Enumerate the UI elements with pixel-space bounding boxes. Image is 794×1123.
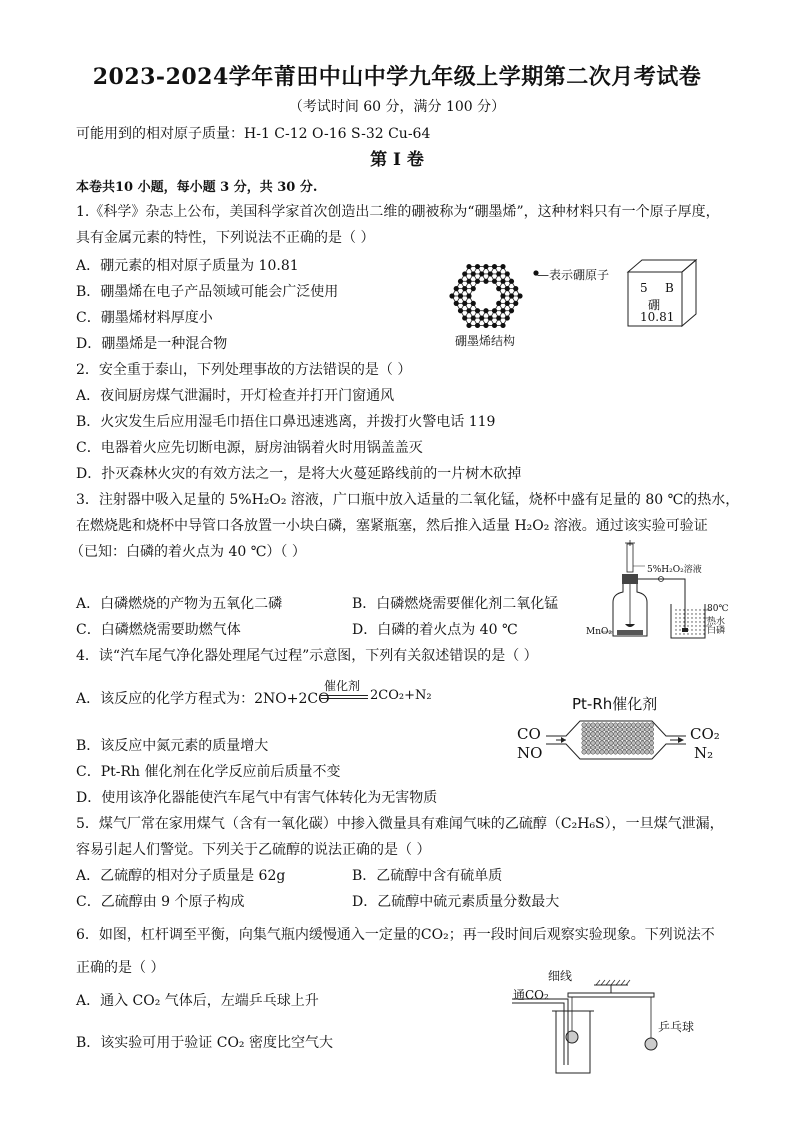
q6-fig-inlet-label: 通CO₂ [513, 988, 549, 1002]
q4-catalyst-label: 催化剂 [324, 679, 361, 693]
q3-option-d: D．白磷的着火点为 40 ℃ [352, 622, 518, 638]
q4-option-a-products: 2CO₂+N₂ [370, 688, 432, 703]
q1-stem-line2: 具有金属元素的特性，下列说法不正确的是（ ） [76, 230, 375, 246]
q3-stem-line1: 3．注射器中吸入足量的 5%H₂O₂ 溶液，广口瓶中放入适量的二氧化锰，烧杯中盛有足量的 80 ℃的热水， [76, 492, 740, 508]
q1-option-c: C．硼墨烯材料厚度小 [76, 310, 213, 326]
q6-fig-thread-label: 细线 [548, 969, 573, 983]
q6-option-b: B．该实验可用于验证 CO₂ 密度比空气大 [76, 1035, 333, 1051]
q6-fig-ball-label: 乒乓球 [658, 1020, 695, 1034]
q3-fig-phosphorus-label: 白磷 [707, 626, 726, 636]
q4-fig-output-n2: N₂ [694, 744, 714, 762]
q5-stem-line2: 容易引起人们警觉。下列关于乙硫醇的说法正确的是（ ） [76, 842, 431, 858]
exam-info: （考试时间 60 分，满分 100 分） [288, 99, 506, 115]
q3-fig-water-label: 热水 [707, 617, 726, 627]
q5-option-c: C．乙硫醇由 9 个原子构成 [76, 894, 245, 910]
atomic-masses: 可能用到的相对原子质量：H-1 C-12 O-16 S-32 Cu-64 [76, 126, 431, 142]
element-name: 硼 [648, 298, 661, 312]
q1-option-b: B．硼墨烯在电子产品领域可能会广泛使用 [76, 284, 339, 300]
q3-option-c: C．白磷燃烧需要助燃气体 [76, 622, 241, 638]
q4-stem: 4．读“汽车尾气净化器处理尾气过程”示意图，下列有关叙述错误的是（ ） [76, 648, 538, 664]
q5-option-b: B．乙硫醇中含有硫单质 [352, 868, 503, 884]
q6-stem-line1: 6．如图，杠杆调至平衡，向集气瓶内缓慢通入一定量的CO₂；再一段时间后观察实验现象。下列说法不 [76, 927, 715, 943]
q2-option-b: B．火灾发生后应用湿毛巾捂住口鼻迅速逃离，并拨打火警电话 119 [76, 414, 496, 430]
q2-option-a: A．夜间厨房煤气泄漏时，开灯检查并打开门窗通风 [76, 388, 395, 404]
q3-stem-line3: （已知：白磷的着火点为 40 ℃）（ ） [70, 544, 306, 560]
q5-option-d: D．乙硫醇中硫元素质量分数最大 [352, 894, 560, 910]
q5-option-a: A．乙硫醇的相对分子质量是 62g [76, 868, 286, 884]
section-title: 第 I 卷 [370, 150, 424, 170]
section-instructions: 本卷共10 小题，每小题 3 分，共 30 分. [76, 180, 318, 195]
q1-figure-caption: 硼墨烯结构 [455, 334, 516, 348]
q2-stem: 2．安全重于泰山，下列处理事故的方法错误的是（ ） [76, 362, 412, 378]
q1-stem-line1: 1.《科学》杂志上公布，美国科学家首次创造出二维的硼被称为“硼墨烯”，这种材料只有一个原子厚度， [76, 204, 720, 220]
q6-option-a: A．通入 CO₂ 气体后，左端乒乓球上升 [76, 993, 319, 1009]
q3-fig-mno2-label: MnO₂ [586, 627, 612, 637]
q1-figure-legend: —表示硼原子 [537, 268, 610, 282]
q3-fig-solution-label: 5%H₂O₂溶液 [647, 565, 702, 575]
q4-option-a-prefix: A．该反应的化学方程式为：2NO+2CO [76, 691, 330, 707]
q4-reaction-arrow [320, 694, 370, 700]
q5-stem-line1: 5．煤气厂常在家用煤气（含有一氧化碳）中掺入微量具有难闻气味的乙硫醇（C₂H₆S），一旦煤气泄漏， [76, 816, 724, 832]
q3-fig-temp-label: 80℃ [707, 604, 729, 614]
element-symbol: B [665, 281, 674, 295]
q4-fig-input-no: NO [517, 744, 543, 762]
q3-stem-line2: 在燃烧匙和烧杯中导管口各放置一小块白磷，塞紧瓶塞，然后推入适量 H₂O₂ 溶液。通过该实验可验证 [76, 518, 708, 534]
q2-option-d: D．扑灭森林火灾的有效方法之一，是将大火蔓延路线前的一片树木砍掉 [76, 466, 522, 482]
q4-option-b: B．该反应中氮元素的质量增大 [76, 738, 269, 754]
q1-option-a: A．硼元素的相对原子质量为 10.81 [76, 258, 299, 274]
q4-fig-output-co2: CO₂ [690, 725, 720, 743]
q6-stem-line2: 正确的是（ ） [76, 960, 165, 976]
element-atomic-number: 5 [640, 281, 648, 295]
q1-option-d: D．硼墨烯是一种混合物 [76, 336, 228, 352]
q3-option-b: B．白磷燃烧需要催化剂二氧化锰 [352, 596, 559, 612]
q4-fig-input-co: CO [517, 725, 541, 743]
q4-option-d: D．使用该净化器能使汽车尾气中有害气体转化为无害物质 [76, 790, 438, 806]
element-mass: 10.81 [640, 310, 675, 324]
q4-fig-catalyst-title: Pt-Rh催化剂 [572, 695, 658, 713]
exam-title: 2023-2024学年莆田中山中学九年级上学期第二次月考试卷 [92, 64, 702, 90]
q4-option-c: C．Pt-Rh 催化剂在化学反应前后质量不变 [76, 764, 341, 780]
catalytic-converter-figure [546, 715, 686, 765]
q3-option-a: A．白磷燃烧的产物为五氧化二磷 [76, 596, 283, 612]
q2-option-c: C．电器着火应先切断电源，厨房油锅着火时用锅盖盖灭 [76, 440, 423, 456]
